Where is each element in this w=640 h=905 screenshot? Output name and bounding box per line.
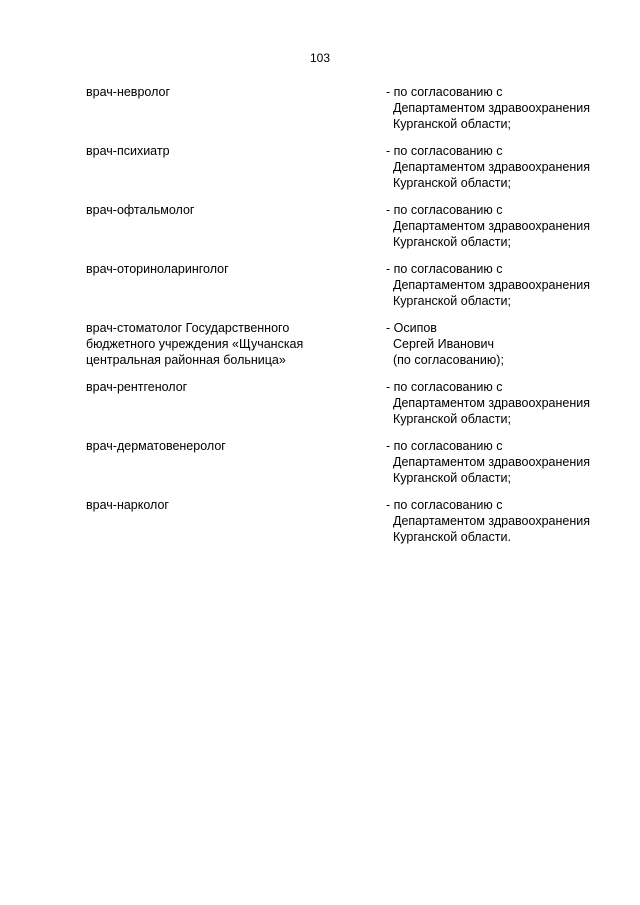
assignment-line: Департаментом здравоохранения [393,455,590,469]
assignment-line: - по согласованию с [386,439,503,453]
position-title [86,84,366,100]
assignment-line: Департаментом здравоохранения [393,396,590,410]
assignment-line: Сергей Иванович [393,337,495,351]
assignment-line: Курганской области. [393,530,511,544]
assignment-line: Департаментом здравоохранения [393,278,590,292]
assignment-line: Департаментом здравоохранения [393,160,590,174]
position-line: врач-невролог [86,85,171,99]
assignment-line: - по согласованию с [386,203,503,217]
position-title [86,143,366,159]
assignment-line: Департаментом здравоохранения [393,101,590,115]
assignment-line: Курганской области; [393,176,511,190]
assignment-text [386,379,636,427]
assignment-line: Департаментом здравоохранения [393,219,590,233]
assignment-line: - по согласованию с [386,144,503,158]
position-title [86,438,366,454]
assignment-text [386,261,636,309]
position-line: врач-рентгенолог [86,380,188,394]
assignment-line: - Осипов [386,321,437,335]
assignment-text [386,320,636,368]
position-title [86,202,366,218]
assignment-line: - по согласованию с [386,262,503,276]
assignment-text [386,497,636,545]
position-line: врач-психиатр [86,144,170,158]
position-title [86,379,366,395]
assignment-line: - по согласованию с [386,380,503,394]
assignment-text [386,84,636,132]
assignment-text [386,143,636,191]
position-line: врач-офтальмолог [86,203,195,217]
position-title [86,261,366,277]
assignment-line: (по согласованию); [393,353,504,367]
assignment-text [386,202,636,250]
assignment-line: Курганской области; [393,235,511,249]
assignment-line: Курганской области; [393,117,511,131]
assignment-line: Курганской области; [393,412,511,426]
position-line: врач-стоматолог Государственного [86,321,290,335]
page-number: 103 [309,51,331,65]
position-line: врач-дерматовенеролог [86,439,226,453]
assignment-text [386,438,636,486]
position-line: врач-нарколог [86,498,169,512]
position-line: центральная районная больница» [86,353,286,367]
assignment-line: Департаментом здравоохранения [393,514,590,528]
position-title [86,320,366,368]
assignment-line: Курганской области; [393,471,511,485]
position-line: бюджетного учреждения «Щучанская [86,337,304,351]
position-line: врач-оториноларинголог [86,262,229,276]
assignment-line: - по согласованию с [386,85,503,99]
assignment-line: Курганской области; [393,294,511,308]
position-title [86,497,366,513]
assignment-line: - по согласованию с [386,498,503,512]
